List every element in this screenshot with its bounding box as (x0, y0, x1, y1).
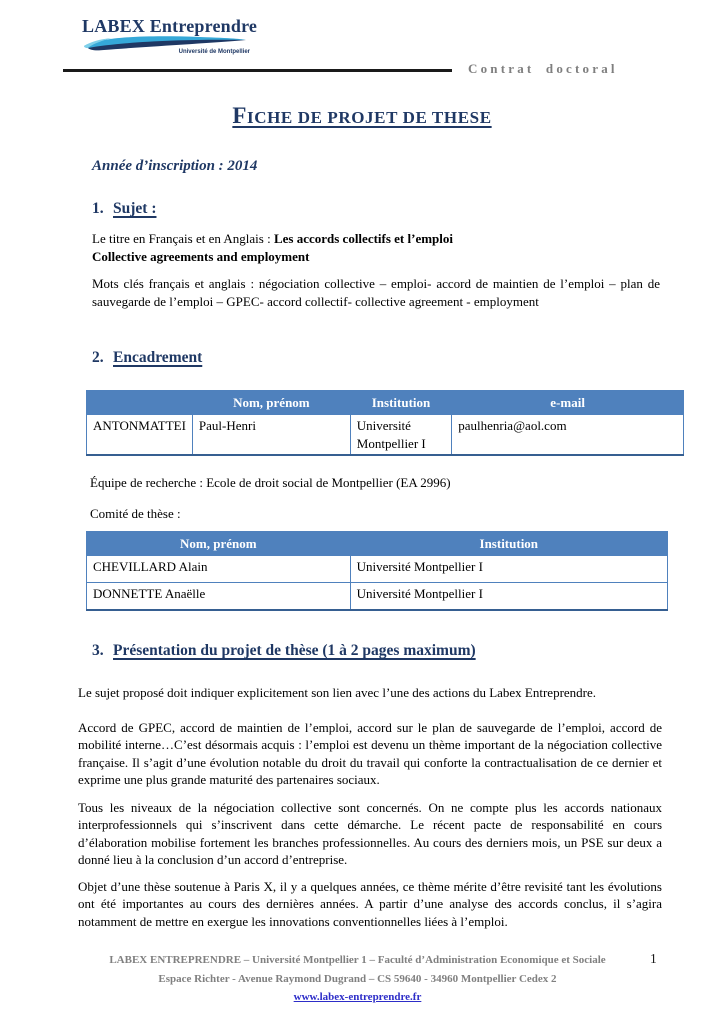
header-cell-institution: Institution (350, 532, 667, 556)
page-title (30, 104, 694, 130)
section-number: 2. (92, 349, 104, 366)
section-number: 3. (92, 642, 104, 659)
presentation-paragraph-2: Tous les niveaux de la négociation collective sont concernés. On ne compte plus les accords nationaux interprofessionnels qui s’inscrivent dans cette démarche. Le récent pacte de responsabilité en cours d’élaboration mobilise fortement les branches professionnelles. Au cours des derniers mois, un PSE sur deux a donné lieu à la conclusion d’un accord d’entreprise. (78, 799, 662, 867)
table-row (87, 415, 684, 456)
labex-logo (82, 16, 258, 55)
cell-institution: Université Montpellier I (350, 556, 667, 583)
section-number: 1. (92, 200, 104, 217)
cell-first-name: Paul-Henri (192, 415, 350, 456)
section-heading-text: Encadrement (113, 349, 203, 366)
header-cell-name: Nom, prénom (87, 532, 351, 556)
supervisor-table (86, 390, 684, 456)
page-title-rest: ICHE DE PROJET DE THESE (247, 108, 492, 127)
section-heading-text: Présentation du projet de thèse (1 à 2 pages maximum) (113, 642, 476, 659)
presentation-paragraph-3: Objet d’une thèse soutenue à Paris X, il y a quelques années, ce thème mérite d’être revisité tant les évolutions ont été importantes au cours des dernières années. A partir d’une analyse des accords conclus, il s’agira notamment de mettre en exergue les innovations conventionnelles liées à l’emploi. (78, 878, 662, 929)
footer-link-line (65, 988, 650, 1007)
presentation-paragraph-1: Accord de GPEC, accord de maintien de l’emploi, accord sur le plan de sauvegarde de l’emploi, accord de mobilité interne…C’est désormais acquis : l’emploi est devenu un thème important de la négociation collective française. Il s’agit d’une évolution notable du droit du travail qui conforte la contractualisation de ce dernier et exprime une plus grande maturité des partenaires sociaux. (78, 719, 662, 787)
section-heading-text: Sujet : (113, 200, 157, 217)
page-title-initial: F (232, 103, 247, 128)
header-cell-institution: Institution (350, 391, 451, 415)
committee-table (86, 531, 668, 611)
header-divider-line (63, 69, 452, 72)
section-heading-presentation (92, 641, 724, 660)
committee-table-header-row (87, 532, 668, 556)
footer-line-1: LABEX ENTREPRENDRE – Université Montpellier 1 – Faculté d’Administration Economique et Sociale (109, 954, 606, 966)
thesis-title-lines (92, 230, 656, 265)
enrollment-year-line: Année d’inscription : 2014 (92, 158, 258, 174)
page-footer (65, 951, 650, 1007)
committee-label: Comité de thèse : (90, 505, 181, 521)
header-cell-name: Nom, prénom (192, 391, 350, 415)
supervisor-table-header-row (87, 391, 684, 415)
section-heading-sujet (92, 199, 724, 218)
thesis-title-english: Collective agreements and employment (92, 248, 310, 264)
doc-type-label: Contrat doctoral (468, 61, 618, 76)
footer-line-2: Espace Richter - Avenue Raymond Dugrand – CS 59640 - 34960 Montpellier Cedex 2 (158, 972, 557, 985)
header-cell-empty (87, 391, 193, 415)
page-number: 1 (650, 951, 657, 966)
table-row (87, 556, 668, 583)
research-team-line: Équipe de recherche : Ecole de droit social de Montpellier (EA 2996) (90, 475, 451, 490)
footer-website-link[interactable]: www.labex-entreprendre.fr (293, 991, 422, 1003)
cell-name: CHEVILLARD Alain (87, 556, 351, 583)
cell-last-name: ANTONMATTEI (87, 415, 193, 456)
keywords-line: Mots clés français et anglais : négociation collective – emploi- accord de maintien de l’emploi – plan de sauvegarde de l’emploi – GPEC- accord collectif- collective agreement - employment (92, 276, 660, 309)
labex-logo-subtitle: Université de Montpellier (178, 49, 250, 55)
title-intro-label: Le titre en Français et en Anglais : (92, 231, 274, 246)
labex-logo-title: LABEX Entreprendre (82, 16, 258, 36)
cell-institution: Université Montpellier I (350, 583, 667, 611)
section-heading-encadrement (92, 348, 724, 367)
cell-name: DONNETTE Anaëlle (87, 583, 351, 611)
cell-email: paulhenria@aol.com (452, 415, 684, 456)
thesis-title-french: Les accords collectifs et l’emploi (273, 231, 454, 246)
header-cell-email: e-mail (452, 391, 684, 415)
document-content (0, 96, 724, 930)
table-row (87, 583, 668, 611)
presentation-intro-line: Le sujet proposé doit indiquer explicitement son lien avec l’une des actions du Labex Entreprendre. (78, 685, 597, 700)
cell-institution: Université Montpellier I (350, 415, 451, 456)
